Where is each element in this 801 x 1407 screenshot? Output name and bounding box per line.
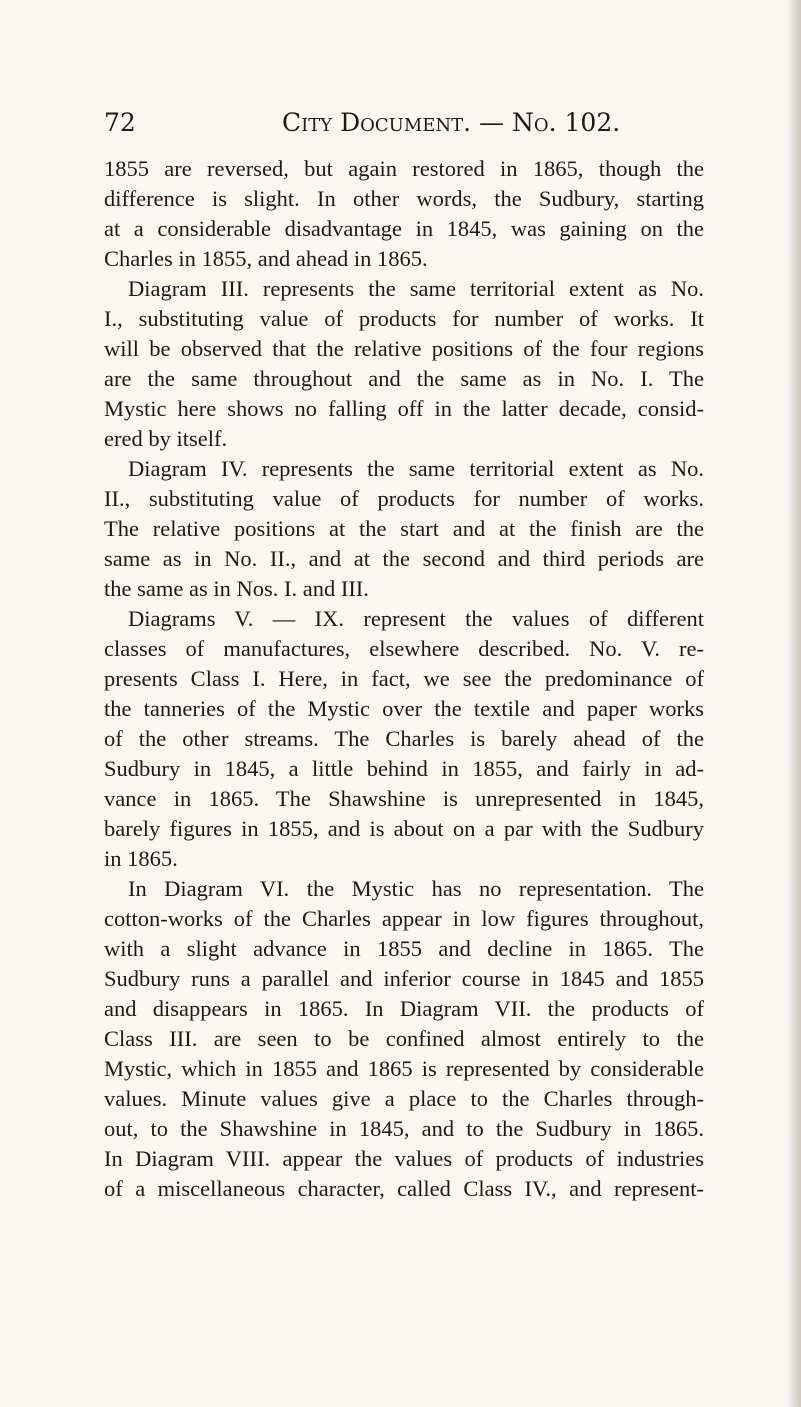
text-line: cotton-works of the Charles appear in low figures throughout,: [104, 906, 704, 931]
text-line: out, to the Shawshine in 1845, and to the Sudbury in 1865.: [104, 1116, 704, 1141]
page-edge-shadow: [787, 0, 801, 1407]
text-line: Sudbury runs a parallel and inferior course in 1845 and 1855: [104, 966, 704, 991]
text-line: In Diagram VI. the Mystic has no representation. The: [128, 876, 704, 901]
body-text: [104, 154, 704, 1204]
text-line: difference is slight. In other words, the Sudbury, starting: [104, 186, 704, 211]
text-line: vance in 1865. The Shawshine is unrepresented in 1845,: [104, 786, 704, 811]
text-line: Diagrams V. — IX. represent the values of different: [128, 606, 704, 631]
text-line: Sudbury in 1845, a little behind in 1855, and fairly in ad-: [104, 756, 704, 781]
text-line: Mystic here shows no falling off in the latter decade, consid-: [104, 396, 704, 421]
text-line: I., substituting value of products for number of works. It: [104, 306, 704, 331]
text-line: with a slight advance in 1855 and decline in 1865. The: [104, 936, 704, 961]
text-line: Mystic, which in 1855 and 1865 is represented by considerable: [104, 1056, 704, 1081]
text-line: the tanneries of the Mystic over the textile and paper works: [104, 696, 704, 721]
page-header: [0, 103, 801, 143]
text-line: the same as in Nos. I. and III.: [104, 576, 369, 601]
text-line: of the other streams. The Charles is barely ahead of the: [104, 726, 704, 751]
text-line: classes of manufactures, elsewhere described. No. V. re-: [104, 636, 704, 661]
text-line: 1855 are reversed, but again restored in 1865, though the: [104, 156, 704, 181]
text-line: Diagram III. represents the same territorial extent as No.: [128, 276, 704, 301]
text-line: will be observed that the relative positions of the four regions: [104, 336, 704, 361]
text-line: same as in No. II., and at the second and third periods are: [104, 546, 704, 571]
text-line: of a miscellaneous character, called Class IV., and represent-: [104, 1176, 704, 1201]
text-line: and disappears in 1865. In Diagram VII. the products of: [104, 996, 704, 1021]
text-line: In Diagram VIII. appear the values of products of industries: [104, 1146, 704, 1171]
text-line: are the same throughout and the same as in No. I. The: [104, 366, 704, 391]
text-line: Class III. are seen to be confined almost entirely to the: [104, 1026, 704, 1051]
text-line: The relative positions at the start and at the finish are the: [104, 516, 704, 541]
text-line: ered by itself.: [104, 426, 228, 451]
text-line: Charles in 1855, and ahead in 1865.: [104, 246, 428, 271]
text-line: II., substituting value of products for number of works.: [104, 486, 704, 511]
text-line: Diagram IV. represents the same territorial extent as No.: [128, 456, 704, 481]
text-line: at a considerable disadvantage in 1845, was gaining on the: [104, 216, 704, 241]
text-line: values. Minute values give a place to the Charles through-: [104, 1086, 704, 1111]
page-number: 72: [104, 108, 136, 137]
text-line: in 1865.: [104, 846, 178, 871]
running-title: City Document. — No. 102.: [282, 108, 621, 137]
text-line: barely figures in 1855, and is about on a par with the Sudbury: [104, 816, 704, 841]
text-line: presents Class I. Here, in fact, we see the predominance of: [104, 666, 704, 691]
